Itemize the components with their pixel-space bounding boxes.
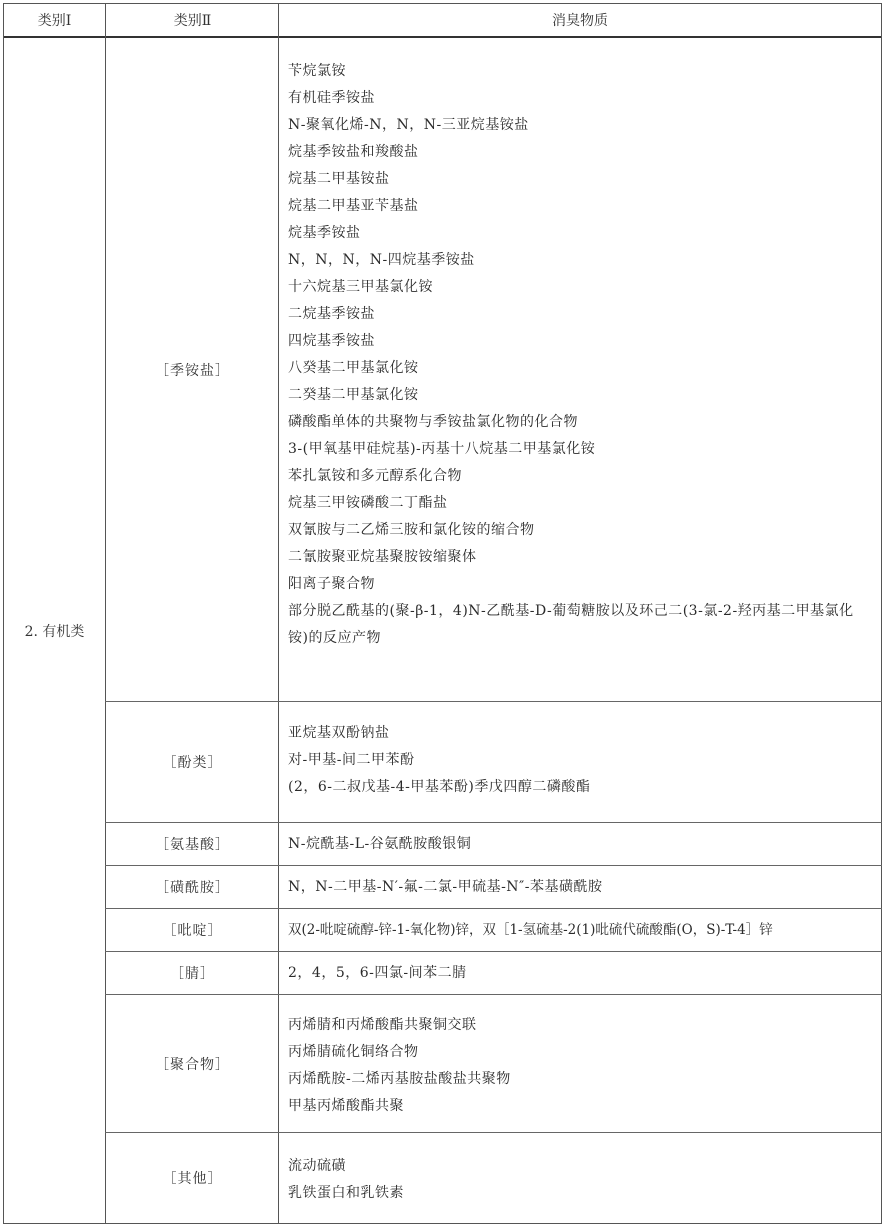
list-item: 乳铁蛋白和乳铁素: [288, 1185, 404, 1201]
list-item: 3-(甲氧基甲硅烷基)-丙基十八烷基二甲基氯化铵: [288, 441, 596, 457]
group-items-phenols: [288, 720, 873, 801]
group-label: ［聚合物］: [155, 1056, 230, 1073]
category-2-amino-acid: [106, 823, 279, 865]
list-item: 部分脱乙酰基的(聚-β-1，4)N-乙酰基-D-葡萄糖胺以及环己二(3-氯-2-羟丙基二甲基氯化铵)的反应产物: [288, 603, 854, 646]
category-2-nitrile: [106, 952, 279, 994]
group-label: ［磺酰胺］: [155, 880, 230, 896]
list-item: N，N，N，N-四烷基季铵盐: [288, 252, 475, 268]
list-item: 双(2-吡啶硫醇-锌-1-氧化物)锌，双［1-氢硫基-2(1)吡硫代硫酸酯(O，S)-T-4］锌: [288, 921, 773, 938]
list-item: N，N-二甲基-N′-氟-二氯-甲硫基-N″-苯基磺酰胺: [288, 878, 603, 895]
group-label: ［氨基酸］: [155, 837, 230, 853]
header-category-1: 类别Ⅰ: [37, 13, 72, 29]
group-label: ［其他］: [162, 1171, 223, 1187]
list-item: N-烷酰基-L-谷氨酰胺酸银铜: [288, 835, 472, 852]
list-item: (2，6-二叔戊基-4-甲基苯酚)季戊四醇二磷酸酯: [288, 779, 591, 795]
list-item: 有机硅季铵盐: [288, 90, 375, 106]
list-item: 烷基三甲铵磷酸二丁酯盐: [288, 495, 448, 511]
list-item: 阳离子聚合物: [288, 576, 375, 592]
list-item: 丙烯腈硫化铜络合物: [288, 1044, 419, 1060]
table-header: [4, 4, 881, 38]
group-items-other: [288, 1153, 873, 1207]
list-item: N-聚氧化烯-N，N，N-三亚烷基铵盐: [288, 117, 529, 133]
group-items-quaternary-ammonium: [288, 58, 873, 652]
list-item: 烷基二甲基铵盐: [288, 171, 390, 187]
header-deodorant-substance: 消臭物质: [552, 13, 608, 29]
list-item: 二氰胺聚亚烷基聚胺铵缩聚体: [288, 549, 477, 565]
list-item: 丙烯酰胺-二烯丙基胺盐酸盐共聚物: [288, 1071, 511, 1087]
list-item: 二烷基季铵盐: [288, 306, 375, 322]
deodorant-table: [3, 3, 882, 1224]
group-label: ［吡啶］: [162, 923, 223, 939]
list-item: 二癸基二甲基氯化铵: [288, 387, 419, 403]
category-2-other: [106, 1133, 279, 1223]
list-item: 磷酸酯单体的共聚物与季铵盐氯化物的化合物: [288, 414, 578, 430]
category-1-cell: [4, 38, 105, 1223]
list-item: 甲基丙烯酸酯共聚: [288, 1098, 404, 1114]
list-item: 四烷基季铵盐: [288, 333, 375, 349]
group-items-polymer: [288, 1012, 873, 1120]
list-item: 流动硫磺: [288, 1158, 346, 1174]
list-item: 八癸基二甲基氯化铵: [288, 360, 419, 376]
list-item: 2，4，5，6-四氯-间苯二腈: [288, 964, 467, 981]
list-item: 苄烷氯铵: [288, 63, 346, 79]
group-label: ［季铵盐］: [155, 362, 230, 379]
category-2-quaternary-ammonium: [106, 38, 279, 701]
list-item: 十六烷基三甲基氯化铵: [288, 279, 433, 295]
list-item: 双氰胺与二乙烯三胺和氯化铵的缩合物: [288, 522, 535, 538]
group-items-amino-acid: [288, 823, 873, 865]
category-1-label: 2. 有机类: [24, 623, 85, 640]
list-item: 烷基二甲基亚苄基盐: [288, 198, 419, 214]
group-label: ［酚类］: [162, 755, 223, 771]
group-label: ［腈］: [170, 966, 215, 982]
header-category-2: 类别Ⅱ: [173, 13, 212, 29]
list-item: 丙烯腈和丙烯酸酯共聚铜交联: [288, 1017, 477, 1033]
list-item: 苯扎氯铵和多元醇系化合物: [288, 468, 462, 484]
list-item: 对-甲基-间二甲苯酚: [288, 752, 415, 768]
list-item: 烷基季铵盐: [288, 225, 361, 241]
list-item: 亚烷基双酚钠盐: [288, 725, 390, 741]
group-items-pyridine: [288, 909, 873, 951]
category-2-polymer: [106, 995, 279, 1132]
category-2-phenols: [106, 702, 279, 822]
category-2-sulfonamide: [106, 866, 279, 908]
category-2-pyridine: [106, 909, 279, 951]
list-item: 烷基季铵盐和羧酸盐: [288, 144, 419, 160]
group-items-sulfonamide: [288, 866, 873, 908]
group-items-nitrile: [288, 952, 873, 994]
